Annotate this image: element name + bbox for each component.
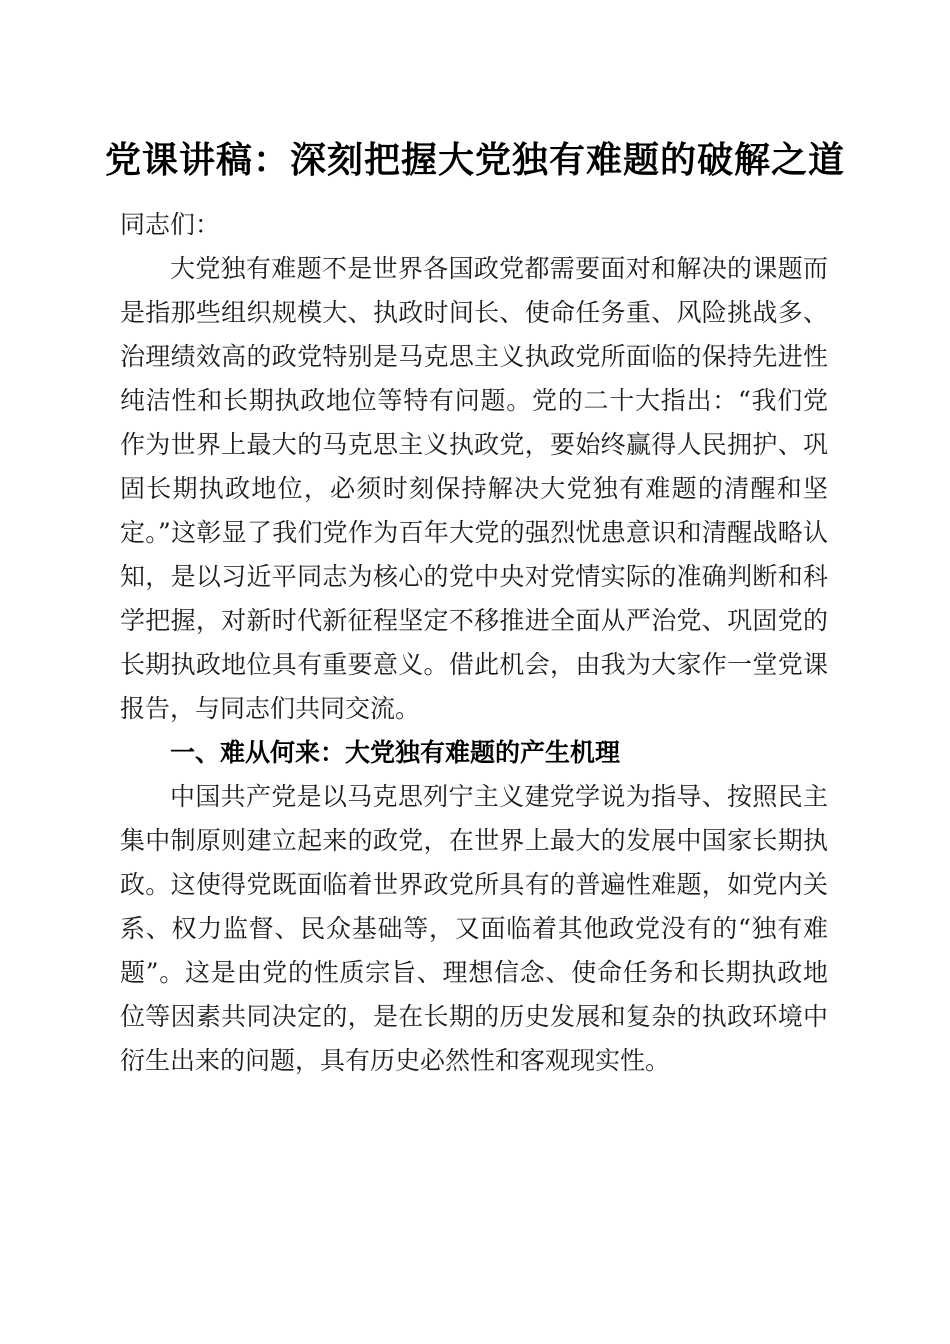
paragraph-section-1: 中国共产党是以马克思列宁主义建党学说为指导、按照民主集中制原则建立起来的政党，在世界上最大的发展中国家长期执政。这使得党既面临着世界政党所具有的普遍性难题，如党内关系、权力监督、民众基础等，又面临着其他政党没有的“独有难题”。这是由党的性质宗旨、理想信念、使命任务和长期执政地位等因素共同决定的，是在长期的历史发展和复杂的执政环境中衍生出来的问题，具有历史必然性和客观现实性。 bbox=[120, 782, 828, 1075]
paragraph-intro: 大党独有难题不是世界各国政党都需要面对和解决的课题而是指那些组织规模大、执政时间长、使命任务重、风险挑战多、治理绩效高的政党特别是马克思主义执政党所面临的保持先进性纯洁性和长期执政地位等特有问题。党的二十大指出：“我们党作为世界上最大的马克思主义执政党，要始终赢得人民拥护、巩固长期执政地位，必须时刻保持解决大党独有难题的清醒和坚定。”这彰显了我们党作为百年大党的强烈忧患意识和清醒战略认知，是以习近平同志为核心的党中央对党情实际的准确判断和科学把握，对新时代新征程坚定不移推进全面从严治党、巩固党的长期执政地位具有重要意义。借此机会，由我为大家作一堂党课报告，与同志们共同交流。 bbox=[120, 254, 828, 723]
document-body bbox=[120, 203, 828, 1083]
section-heading-1: 一、难从何来：大党独有难题的产生机理 bbox=[170, 738, 621, 767]
salutation: 同志们： bbox=[120, 210, 221, 239]
document-title: 党课讲稿：深刻把握大党独有难题的破解之道 bbox=[104, 139, 845, 181]
